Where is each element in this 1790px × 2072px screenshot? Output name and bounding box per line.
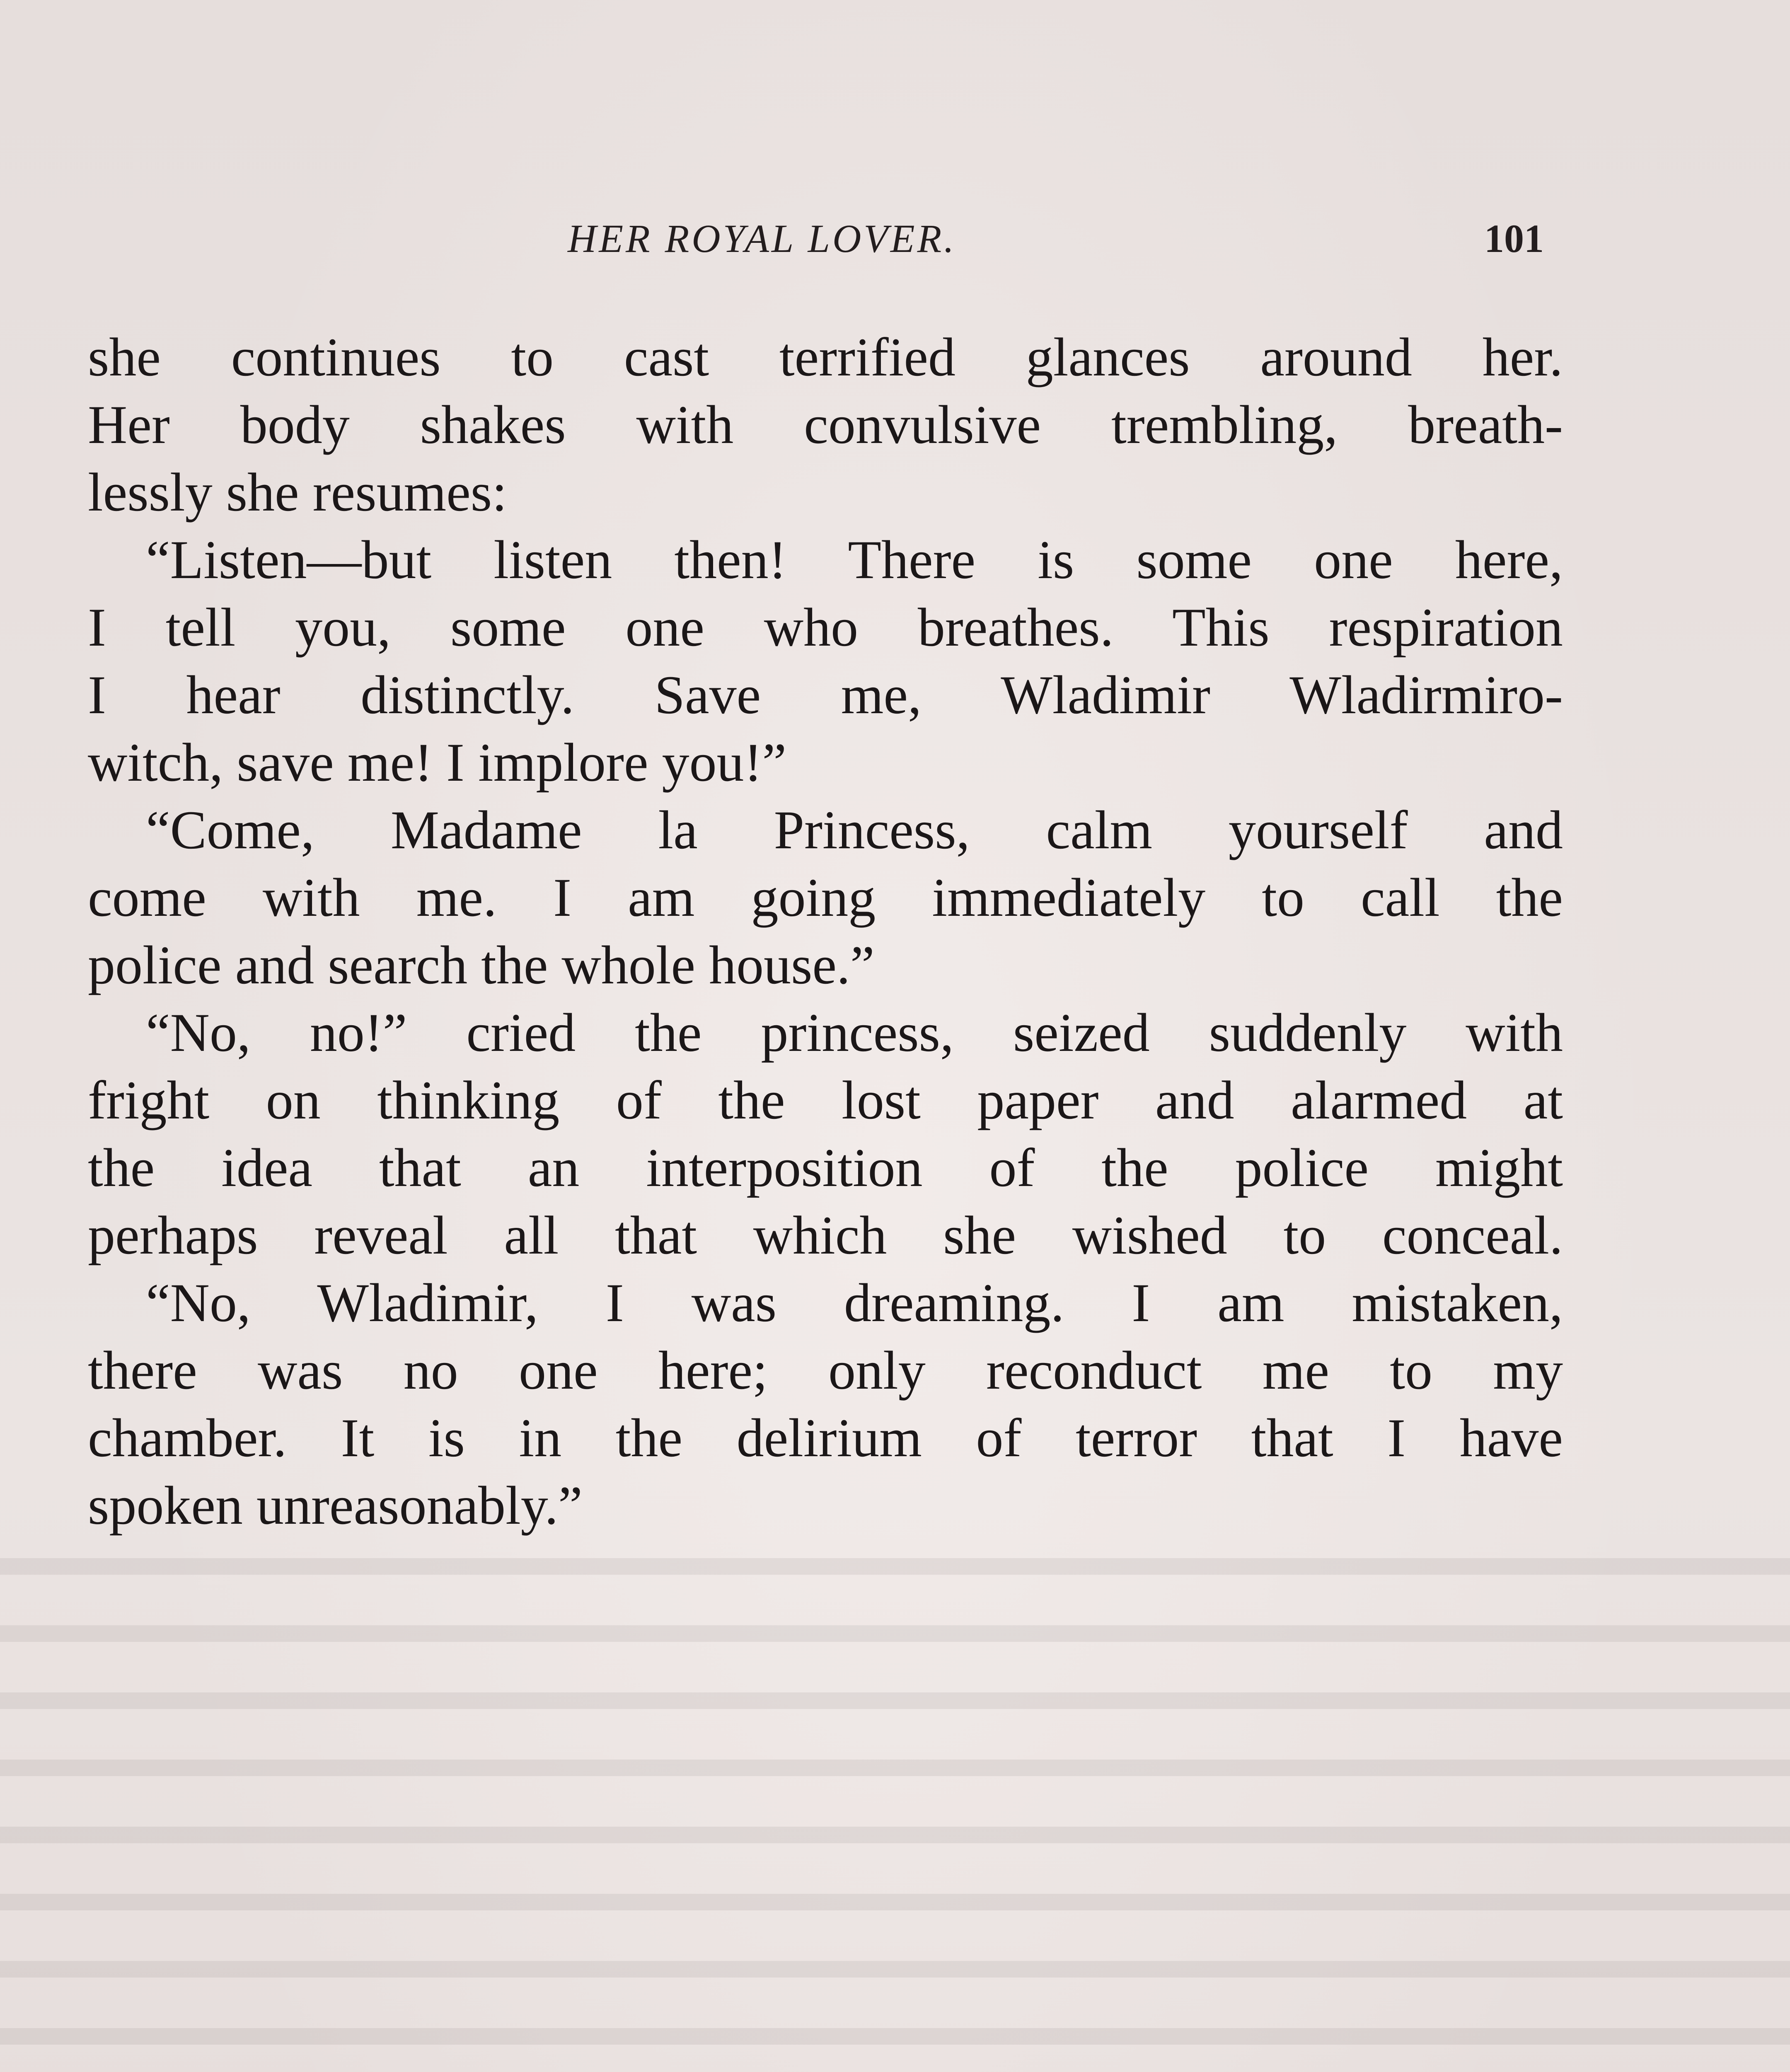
text-line: Her body shakes with convulsive trembling, breath- (88, 394, 1563, 455)
text-line: spoken unreasonably.” (88, 1475, 583, 1536)
text-line: “No, no!” cried the princess, seized suddenly with (146, 1002, 1563, 1063)
text-line: lessly she resumes: (88, 462, 507, 523)
show-through-text (0, 1533, 1790, 2072)
body-text (88, 323, 1563, 1539)
page-number: 101 (1484, 216, 1544, 261)
text-line: “Listen—but listen then! There is some one here, (146, 529, 1563, 590)
text-line: the idea that an interposition of the police might (88, 1137, 1563, 1198)
text-line: I tell you, some one who breathes. This respiration (88, 597, 1563, 658)
text-line: police and search the whole house.” (88, 934, 875, 995)
running-title: HER ROYAL LOVER. (568, 216, 957, 261)
text-line: witch, save me! I implore you!” (88, 732, 787, 793)
text-line: perhaps reveal all that which she wished to conceal. (88, 1205, 1563, 1266)
text-line: she continues to cast terrified glances around her. (88, 327, 1563, 387)
text-line: chamber. It is in the delirium of terror that I have (88, 1407, 1563, 1468)
text-line: come with me. I am going immediately to call the (88, 867, 1563, 928)
text-line: “No, Wladimir, I was dreaming. I am mistaken, (146, 1272, 1563, 1333)
text-line: I hear distinctly. Save me, Wladimir Wladirmiro- (88, 664, 1563, 725)
text-line: “Come, Madame la Princess, calm yourself and (146, 799, 1563, 860)
text-line: fright on thinking of the lost paper and alarmed at (88, 1070, 1563, 1130)
text-line: there was no one here; only reconduct me to my (88, 1340, 1563, 1401)
